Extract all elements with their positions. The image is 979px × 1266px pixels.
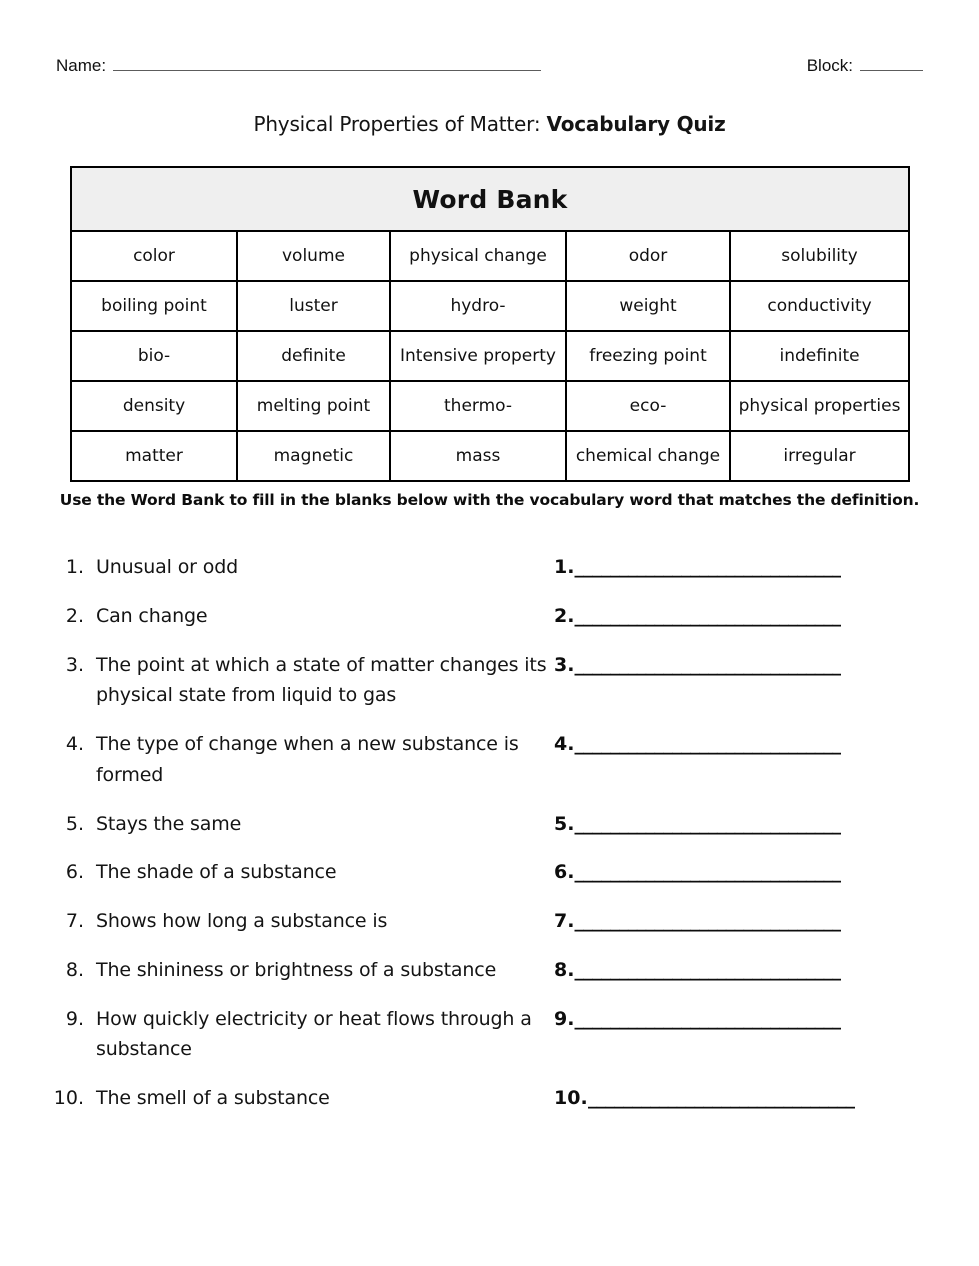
- answer-write-in-line[interactable]: ______________________________: [574, 861, 842, 884]
- answer-block[interactable]: [554, 601, 936, 632]
- question-text: The smell of a substance: [96, 1087, 330, 1110]
- answer-write-in-line[interactable]: ______________________________: [574, 653, 842, 676]
- word-bank-cell: irregular: [730, 431, 909, 481]
- word-bank-cell: chemical change: [566, 431, 730, 481]
- question-text: Can change: [96, 604, 208, 627]
- word-bank-table: [70, 166, 910, 482]
- answer-block[interactable]: [554, 650, 936, 681]
- answer-block[interactable]: [554, 809, 936, 840]
- name-write-in-line[interactable]: [113, 57, 541, 71]
- word-bank-cell: freezing point: [566, 331, 730, 381]
- question-text: How quickly electricity or heat flows through a substance: [96, 1007, 532, 1061]
- student-info-header: [56, 56, 923, 84]
- question-block: [46, 809, 554, 840]
- answer-number: 5.: [554, 812, 575, 835]
- list-item: [46, 1083, 936, 1114]
- answer-write-in-line[interactable]: ______________________________: [587, 1087, 855, 1110]
- question-number: 10.: [53, 1087, 84, 1110]
- answer-block[interactable]: [554, 955, 936, 986]
- answer-number: 4.: [554, 733, 575, 756]
- word-bank-cell: eco-: [566, 381, 730, 431]
- answer-number: 10.: [554, 1087, 588, 1110]
- answer-number: 2.: [554, 604, 575, 627]
- word-bank-cell: weight: [566, 281, 730, 331]
- question-text: The type of change when a new substance is formed: [96, 733, 519, 786]
- answer-block[interactable]: [554, 857, 936, 888]
- word-bank-cell: thermo-: [390, 381, 566, 431]
- word-bank-cell: magnetic: [237, 431, 390, 481]
- page-title: [0, 112, 979, 136]
- answer-number: 3.: [554, 653, 575, 676]
- answer-write-in-line[interactable]: ______________________________: [574, 910, 842, 933]
- word-bank-header-row: [71, 167, 909, 231]
- table-row: [71, 381, 909, 431]
- list-item: [46, 809, 936, 840]
- answer-write-in-line[interactable]: ______________________________: [574, 604, 842, 627]
- question-block: [46, 552, 554, 583]
- word-bank-cell: boiling point: [71, 281, 237, 331]
- answer-number: 8.: [554, 958, 575, 981]
- question-block: [46, 1004, 554, 1066]
- list-item: [46, 729, 936, 791]
- question-block: [46, 857, 554, 888]
- answer-write-in-line[interactable]: ______________________________: [574, 812, 842, 835]
- question-number: 9.: [65, 1007, 84, 1030]
- word-bank-cell: Intensive property: [390, 331, 566, 381]
- page-title-regular: Physical Properties of Matter:: [253, 112, 547, 136]
- answer-write-in-line[interactable]: ______________________________: [574, 958, 842, 981]
- question-number: 6.: [65, 861, 84, 884]
- answer-write-in-line[interactable]: ______________________________: [574, 556, 842, 578]
- answer-number: 1.: [554, 556, 575, 578]
- question-number: 4.: [65, 733, 84, 756]
- question-number: 1.: [65, 556, 84, 578]
- word-bank-cell: luster: [237, 281, 390, 331]
- word-bank-cell: conductivity: [730, 281, 909, 331]
- question-number: 5.: [65, 812, 84, 835]
- word-bank-cell: density: [71, 381, 237, 431]
- question-block: [46, 601, 554, 632]
- word-bank-cell: matter: [71, 431, 237, 481]
- answer-block[interactable]: [554, 1004, 936, 1035]
- word-bank-cell: bio-: [71, 331, 237, 381]
- word-bank-cell: color: [71, 231, 237, 281]
- name-field-group: [56, 56, 541, 76]
- table-row: [71, 281, 909, 331]
- word-bank-cell: physical properties: [730, 381, 909, 431]
- table-row: [71, 431, 909, 481]
- word-bank-cell: volume: [237, 231, 390, 281]
- question-block: [46, 906, 554, 937]
- list-item: [46, 650, 936, 712]
- question-number: 2.: [65, 604, 84, 627]
- table-row: [71, 331, 909, 381]
- question-text: Stays the same: [96, 812, 242, 835]
- block-field-group: [807, 56, 923, 76]
- word-bank-title: Word Bank: [71, 167, 909, 231]
- word-bank-cell: melting point: [237, 381, 390, 431]
- answer-block[interactable]: [554, 906, 936, 937]
- list-item: [46, 955, 936, 986]
- question-text: The shininess or brightness of a substance: [96, 958, 497, 981]
- question-text: Shows how long a substance is: [96, 910, 388, 933]
- block-label: Block:: [806, 56, 853, 75]
- answer-write-in-line[interactable]: ______________________________: [574, 1007, 842, 1030]
- list-item: [46, 601, 936, 632]
- question-block: [46, 1083, 554, 1114]
- name-label: Name:: [56, 56, 107, 75]
- question-number: 3.: [65, 653, 84, 676]
- word-bank-cell: odor: [566, 231, 730, 281]
- block-write-in-line[interactable]: [860, 57, 923, 71]
- question-block: [46, 729, 554, 791]
- word-bank-cell: solubility: [730, 231, 909, 281]
- list-item: [46, 552, 936, 583]
- question-block: [46, 955, 554, 986]
- list-item: [46, 1004, 936, 1066]
- word-bank-cell: physical change: [390, 231, 566, 281]
- question-number: 8.: [65, 958, 84, 981]
- question-block: [46, 650, 554, 712]
- word-bank-cell: hydro-: [390, 281, 566, 331]
- answer-block[interactable]: [554, 729, 936, 760]
- answer-number: 6.: [554, 861, 575, 884]
- word-bank-cell: mass: [390, 431, 566, 481]
- question-text: Unusual or odd: [96, 556, 239, 578]
- list-item: [46, 906, 936, 937]
- word-bank-cell: indefinite: [730, 331, 909, 381]
- instruction-text: Use the Word Bank to fill in the blanks below with the vocabulary word that matches the definition.: [59, 491, 920, 509]
- word-bank-cell: definite: [237, 331, 390, 381]
- page-title-bold: Vocabulary Quiz: [546, 112, 726, 136]
- list-item: [46, 857, 936, 888]
- answer-write-in-line[interactable]: ______________________________: [574, 733, 842, 756]
- question-answer-area: [46, 552, 936, 1132]
- answer-block[interactable]: [554, 1083, 936, 1114]
- question-text: The shade of a substance: [96, 861, 337, 884]
- answer-block[interactable]: [554, 552, 936, 583]
- table-row: [71, 231, 909, 281]
- answer-number: 7.: [554, 910, 575, 933]
- answer-number: 9.: [554, 1007, 575, 1030]
- question-text: The point at which a state of matter changes its physical state from liquid to gas: [96, 653, 547, 707]
- question-number: 7.: [65, 910, 84, 933]
